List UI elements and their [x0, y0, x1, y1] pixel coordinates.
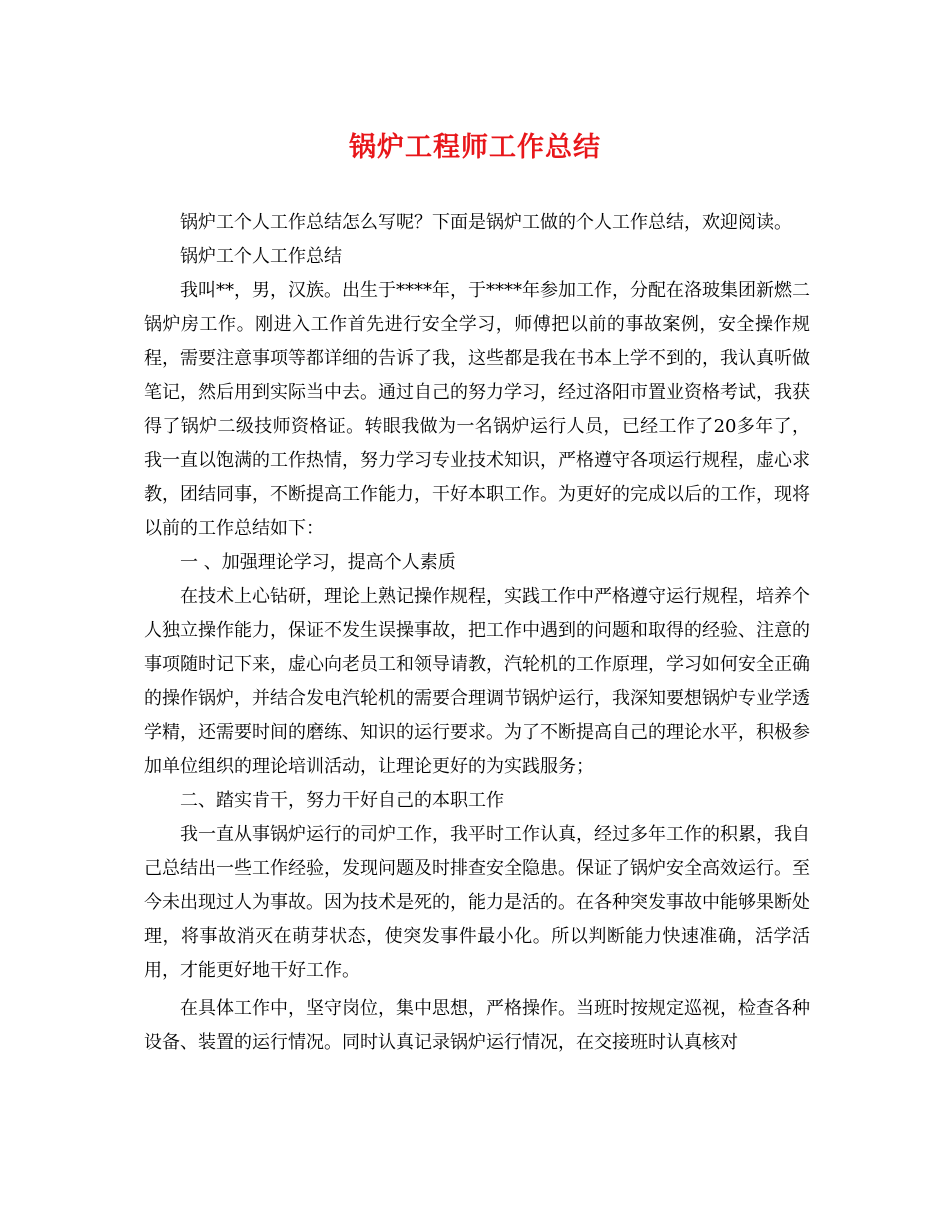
- body-paragraph: 在具体工作中，坚守岗位，集中思想，严格操作。当班时按规定巡视，检查各种设备、装置的运行情况。同时认真记录锅炉运行情况，在交接班时认真核对: [144, 998, 810, 1053]
- section-heading-1: 一 、加强理论学习，提高个人素质: [180, 552, 456, 573]
- document-title: 锅炉工程师工作总结: [349, 132, 601, 163]
- intro-paragraph: 锅炉工个人工作总结怎么写呢？下面是锅炉工做的个人工作总结，欢迎阅读。: [180, 212, 792, 233]
- body-paragraph: 我一直从事锅炉运行的司炉工作，我平时工作认真，经过多年工作的积累，我自己总结出一些工作经验，发现问题及时排查安全隐患。保证了锅炉安全高效运行。至今未出现过人为事故。因为技术是死的，能力是活的。在各种突发事故中能够果断处理，将事故消灭在萌芽状态，使突发事件最小化。所以判断能力快速准确，活学活用，才能更好地干好工作。: [144, 824, 810, 981]
- document-body: [144, 206, 810, 1060]
- body-paragraph: 在技术上心钻研，理论上熟记操作规程，实践工作中严格遵守运行规程，培养个人独立操作能力，保证不发生误操事故，把工作中遇到的问题和取得的经验、注意的事项随时记下来，虚心向老员工和领导请教，汽轮机的工作原理，学习如何安全正确的操作锅炉，并结合发电汽轮机的需要合理调节锅炉运行，我深知要想锅炉专业学透学精，还需要时间的磨练、知识的运行要求。为了不断提高自己的理论水平，积极参加单位组织的理论培训活动，让理论更好的为实践服务；: [144, 586, 810, 777]
- subheading-paragraph: 锅炉工个人工作总结: [180, 246, 342, 267]
- body-paragraph: 我叫**，男，汉族。出生于****年，于****年参加工作，分配在洛玻集团新燃二锅炉房工作。刚进入工作首先进行安全学习，师傅把以前的事故案例，安全操作规程，需要注意事项等都详细的告诉了我，这些都是我在书本上学不到的，我认真听做笔记，然后用到实际当中去。通过自己的努力学习，经过洛阳市置业资格考试，我获得了锅炉二级技师资格证。转眼我做为一名锅炉运行人员，已经工作了20多年了，我一直以饱满的工作热情，努力学习专业技术知识，严格遵守各项运行规程，虚心求教，团结同事，不断提高工作能力，干好本职工作。为更好的完成以后的工作，现将以前的工作总结如下：: [144, 280, 810, 539]
- section-heading-2: 二、踏实肯干，努力干好自己的本职工作: [180, 790, 504, 811]
